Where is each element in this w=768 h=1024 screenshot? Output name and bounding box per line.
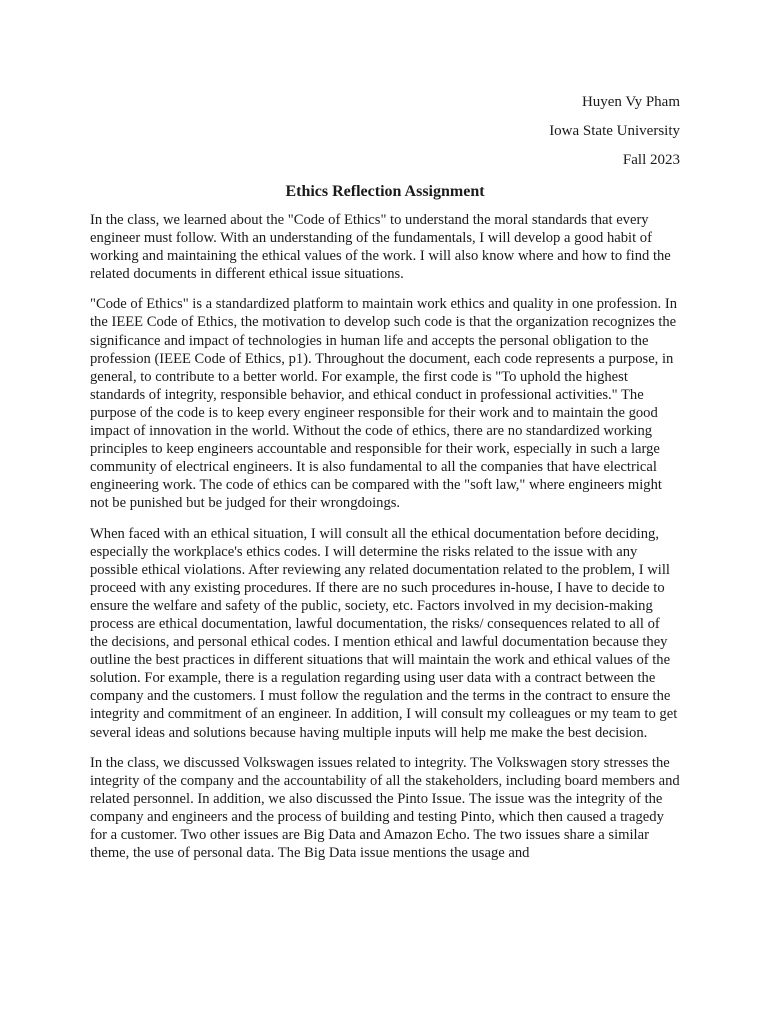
document-title: Ethics Reflection Assignment <box>285 183 485 200</box>
document-page <box>90 88 680 874</box>
paragraph-class-discussion: In the class, we discussed Volkswagen issues related to integrity. The Volkswagen story stresses the integrity of the company and the accountability of all the stakeholders, including board members and related personnel. In addition, we also discussed the Pinto Issue. The issue was the integrity of the company and engineers and the process of building and testing Pinto, which then caused a tragedy for a customer. Two other issues are Big Data and Amazon Echo. The two issues share a similar theme, the use of personal data. The Big Data issue mentions the usage and <box>90 754 680 862</box>
author-name: Huyen Vy Pham <box>581 94 680 110</box>
term: Fall 2023 <box>622 152 680 168</box>
paragraph-intro: In the class, we learned about the "Code of Ethics" to understand the moral standards that every engineer must follow. With an understanding of the fundamentals, I will develop a good habit of working and maintaining the ethical values of the work. I will also know where and how to find the related documents in different ethical issue situations. <box>90 212 671 283</box>
document-header <box>90 88 680 175</box>
paragraph-ethical-situation: When faced with an ethical situation, I will consult all the ethical documentation before deciding, especially the workplace's ethics codes. I will determine the risks related to the issue with any possible ethical violations. After reviewing any related documentation related to the problem, I will proceed with any existing procedures. If there are no such procedures in-house, I have to decide to ensure the welfare and safety of the public, society, etc. Factors involved in my decision-making process are ethical documentation, lawful documentation, the risks/ consequences related to all of the decisions, and personal ethical codes. I mention ethical and lawful documentation because they outline the best practices in different situations that will maintain the work and ethical values of the solution. For example, there is a regulation regarding using user data with a contract between the company and the customers. I must follow the regulation and the terms in the contract to ensure the integrity and commitment of an engineer. In addition, I will consult my colleagues or my team to get several ideas and solutions because having multiple inputs will help me make the best decision. <box>90 525 678 741</box>
paragraph-code-of-ethics: "Code of Ethics" is a standardized platform to maintain work ethics and quality in one profession. In the IEEE Code of Ethics, the motivation to develop such code is that the organization recognizes the significance and impact of technologies in human life and accepts the personal obligation to the profession (IEEE Code of Ethics, p1). Throughout the document, each code represents a purpose, in general, to contribute to a better world. For example, the first code is "To uphold the highest standards of integrity, responsible behavior, and ethical conduct in professional activities." The purpose of the code is to keep every engineer responsible for their work and to maintain the good impact of innovation in the world. Without the code of ethics, there are no standardized working principles to keep engineers accountable and responsible for their work, especially in such a large community of electrical engineers. It is also fundamental to all the companies that have electrical engineering work. The code of ethics can be compared with the "soft law," where engineers might not be punished but be judged for their wrongdoings. <box>90 296 678 512</box>
institution-name: Iowa State University <box>549 123 680 139</box>
